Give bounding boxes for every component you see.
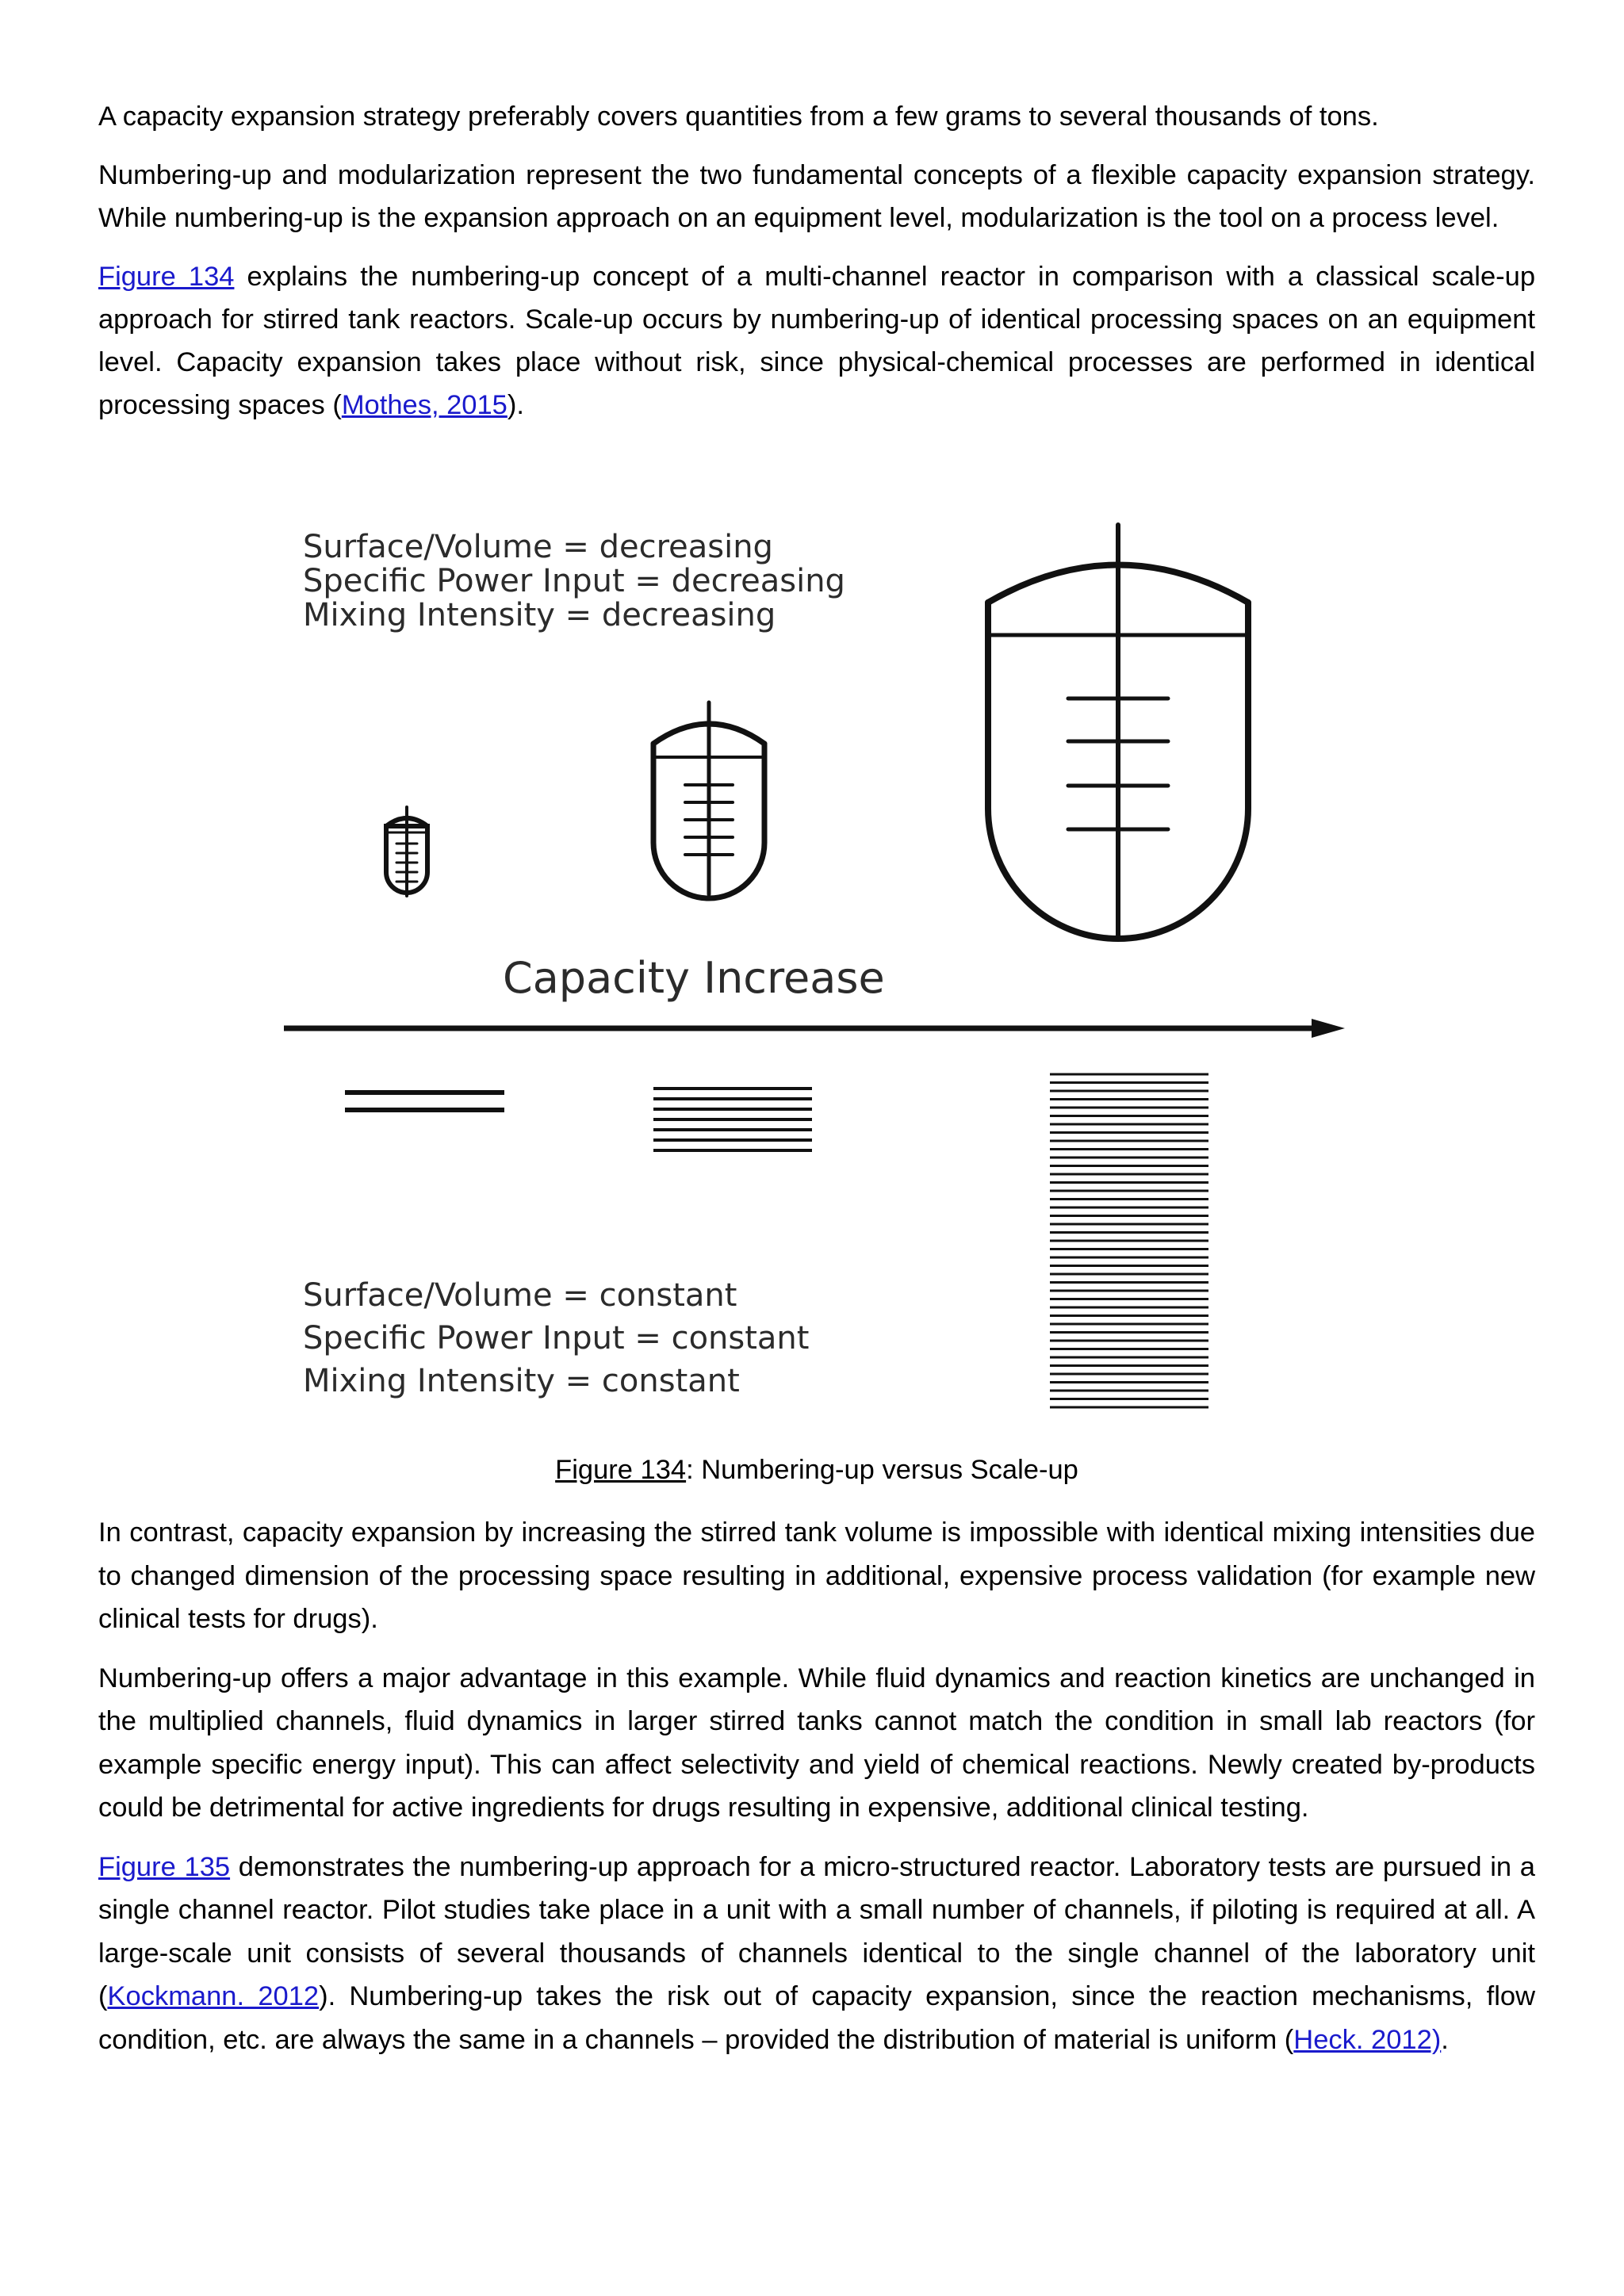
paragraph-3-text: explains the numbering-up concept of a multi-channel reactor in comparison with a classical scale-up approach for stirred tank reactors. Scale-up occurs by numbering-up of identical processing spaces on an equipment level. Capacity expansion takes place without risk, since physical-chemical processes are performed in identical processing spaces ( [98, 262, 1536, 420]
bottom-label-power-input: Specific Power Input = constant [303, 1320, 810, 1357]
heck-2012-link[interactable]: Heck. 2012) [1293, 2024, 1442, 2055]
paragraph-6-end: . [1441, 2024, 1449, 2055]
caption-text: : Numbering-up versus Scale-up [686, 1455, 1078, 1485]
bottom-label-mixing-intensity: Mixing Intensity = constant [303, 1363, 740, 1399]
paragraph-4: In contrast, capacity expansion by increasing the stirred tank volume is impossible with identical mixing intensities due to changed dimension of the processing space resulting in additional, expensive process validation (for example new clinical tests for drugs). [98, 1517, 1535, 1634]
figure-134-link[interactable]: Figure 134 [98, 262, 235, 292]
top-label-surface-volume: Surface/Volume = decreasing [303, 529, 773, 565]
lower-text [98, 1511, 1535, 2077]
capacity-increase-label: Capacity Increase [503, 953, 885, 1003]
medium-stirred-tank-icon [653, 702, 764, 898]
capacity-arrow-icon [284, 1019, 1345, 1038]
paragraph-6-mid: ). Numbering-up takes the risk out of capacity expansion, since the reaction mechanisms, flow condition, etc. are always the same in a channels – provided the distribution of material is uniform ( [98, 1981, 1535, 2055]
figure-134-graphic [98, 492, 1535, 1443]
paragraph-3-end: ). [507, 390, 524, 420]
mothes-2015-link[interactable]: Mothes, 2015 [341, 390, 508, 420]
paragraph-6-text: demonstrates the numbering-up approach for a micro-structured reactor. Laboratory tests are pursued in a single channel reactor. Pilot studies take place in a unit with a small number of channels, if piloting is required at all. A large-scale unit consists of several thousands of channels identical to the single channel of the laboratory unit ( [98, 1851, 1535, 2011]
large-scale-channels-icon [1050, 1074, 1208, 1407]
pilot-channels-icon [653, 1089, 812, 1150]
bottom-label-surface-volume: Surface/Volume = constant [303, 1277, 737, 1314]
figure-caption [98, 1448, 1535, 1491]
paragraph-6 [98, 1846, 1535, 2062]
upper-text [98, 95, 1535, 442]
figure-134 [98, 492, 1535, 1443]
figure-135-link[interactable]: Figure 135 [98, 1851, 231, 1882]
paragraph-3 [98, 255, 1535, 427]
kockmann-2012-link[interactable]: Kockmann. 2012 [107, 1981, 320, 2011]
small-stirred-tank-icon [386, 807, 427, 896]
top-label-power-input: Specific Power Input = decreasing [303, 563, 845, 599]
top-label-mixing-intensity: Mixing Intensity = decreasing [303, 597, 776, 633]
paragraph-2: Numbering-up and modularization represent the two fundamental concepts of a flexible capacity expansion strategy. While numbering-up is the expansion approach on an equipment level, modularization is the tool on a process level. [98, 160, 1535, 233]
paragraph-1: A capacity expansion strategy preferably covers quantities from a few grams to several thousands of tons. [98, 101, 1379, 132]
paragraph-5: Numbering-up offers a major advantage in this example. While fluid dynamics and reaction kinetics are unchanged in the multiplied channels, fluid dynamics in larger stirred tanks cannot match the condition in small lab reactors (for example specific energy input). This can affect selectivity and yield of chemical reactions. Newly created by-products could be detrimental for active ingredients for drugs resulting in expensive, additional clinical testing. [98, 1663, 1535, 1823]
large-stirred-tank-icon [988, 525, 1248, 939]
single-channel-icon [345, 1093, 504, 1110]
caption-figure-number: Figure 134 [555, 1455, 687, 1485]
